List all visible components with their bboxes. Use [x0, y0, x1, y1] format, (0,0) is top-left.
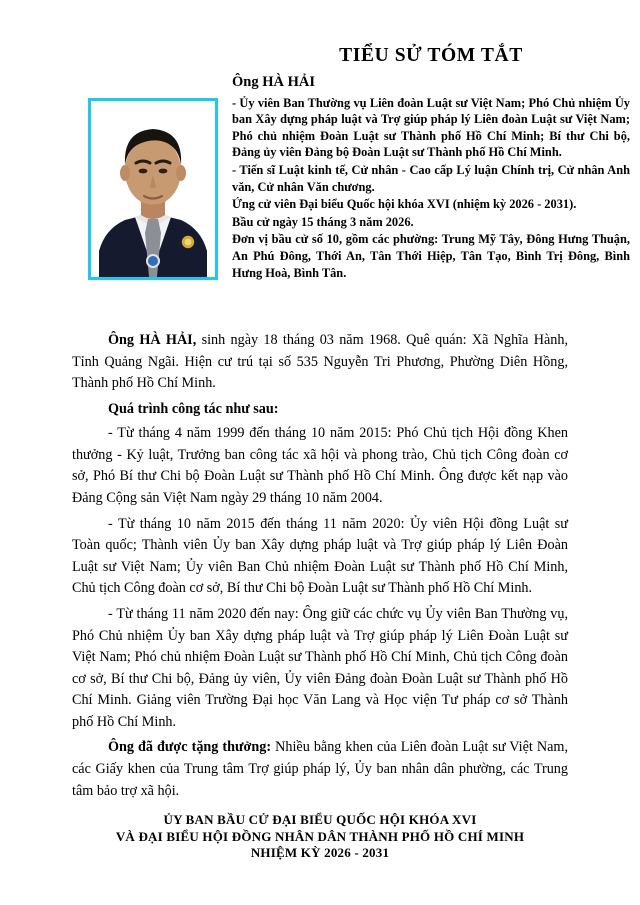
info-line-qualifications: - Tiến sĩ Luật kinh tế, Cử nhân - Cao cấp Lý luận Chính trị, Cử nhân Anh văn, Cử nhân Văn chương.	[232, 162, 630, 194]
portrait-photo	[91, 101, 215, 277]
header-info-column	[232, 44, 630, 281]
awards-text: Nhiều bằng khen của Liên đoàn Luật sư Việt Nam, các Giấy khen của Trung tâm Trợ giúp pháp lý, Ủy ban nhân dân phường, các Trung tâm bảo trợ xã hội.	[72, 739, 569, 799]
info-line-election-date: Bầu cử ngày 15 tháng 3 năm 2026.	[232, 214, 414, 229]
footer-line-2: VÀ ĐẠI BIỂU HỘI ĐỒNG NHÂN DÂN THÀNH PHỐ HỒ CHÍ MINH	[115, 828, 525, 844]
candidate-name-heading: Ông HÀ HẢI	[232, 74, 315, 91]
candidate-photo-frame	[88, 98, 218, 280]
info-line-candidacy: Ứng cử viên Đại biểu Quốc hội khóa XVI (nhiệm kỳ 2026 - 2031).	[232, 197, 577, 212]
personal-info-name: Ông HÀ HẢI,	[108, 332, 197, 348]
footer-line-1: ỦY BAN BẦU CỬ ĐẠI BIỂU QUỐC HỘI KHÓA XVI	[163, 812, 477, 827]
header-region	[0, 0, 640, 320]
career-item-2: - Từ tháng 10 năm 2015 đến tháng 11 năm 2020: Ủy viên Hội đồng Luật sư Toàn quốc; Thành viên Ủy ban Xây dựng pháp luật và Trợ giúp pháp lý Liên Đoàn Luật sư Việt Nam; Ủy viên Ban Chủ nhiệm Đoàn Luật sư Thành phố Hồ Chí Minh, Chủ tịch Công đoàn cơ sở, Bí thư Chi bộ Đoàn Luật sư Thành phố Hồ Chí Minh.	[72, 515, 568, 597]
body-region	[72, 330, 568, 806]
page-title: TIỂU SỬ TÓM TẮT	[339, 45, 523, 66]
info-line-positions: - Ủy viên Ban Thường vụ Liên đoàn Luật sư Việt Nam; Phó Chủ nhiệm Ủy ban Xây dựng pháp luật và Trợ giúp pháp lý Liên đoàn Luật sư Việt Nam; Phó chủ nhiệm Đoàn Luật sư Thành phố Hồ Chí Minh; Bí thư Chi bộ, Đảng ủy viên Đảng bộ Đoàn Luật sư Thành phố Hồ Chí Minh.	[232, 95, 630, 160]
career-section-heading: Quá trình công tác như sau:	[108, 400, 279, 417]
document-footer	[0, 812, 640, 862]
awards-label: Ông đã được tặng thưởng:	[108, 739, 272, 756]
paragraph-awards	[72, 737, 568, 802]
career-item-3: - Từ tháng 11 năm 2020 đến nay: Ông giữ các chức vụ Ủy viên Ban Thường vụ, Phó Chủ nhiệm Ủy ban Xây dựng pháp luật và Trợ giúp pháp lý Liên Đoàn Luật sư Việt Nam; Phó chủ nhiệm Đoàn Luật sư Thành phố Hồ Chí Minh, Chủ tịch Công đoàn cơ sở, Bí thư Chi bộ, Đảng ủy viên, Ủy viên Đảng đoàn Đoàn Luật sư Thành phố Hồ Chí Minh. Giảng viên Trường Đại học Văn Lang và Học viện Tư pháp cơ sở Thành phố Hồ Chí Minh.	[72, 605, 568, 730]
info-line-constituency: Đơn vị bầu cử số 10, gồm các phường: Trung Mỹ Tây, Đông Hưng Thuận, An Phú Đông, Thới An, Tân Thới Hiệp, Tân Tạo, Bình Trị Đông, Bình Hưng Hoà, Bình Tân.	[232, 232, 630, 280]
career-item-1: - Từ tháng 4 năm 1999 đến tháng 10 năm 2015: Phó Chủ tịch Hội đồng Khen thưởng - Kỷ luật, Trưởng ban công tác xã hội và phong trào, Chủ tịch Công đoàn cơ sở, Phó Bí thư Chi bộ Đoàn Luật sư Thành phố Hồ Chí Minh. Ông được kết nạp vào Đảng Cộng sản Việt Nam ngày 29 tháng 10 năm 2004.	[72, 425, 568, 507]
footer-line-3: NHIỆM KỲ 2026 - 2031	[250, 845, 390, 861]
personal-info-text: sinh ngày 18 tháng 03 năm 1968. Quê quán: Xã Nghĩa Hành, Tỉnh Quảng Ngãi. Hiện cư trú tại số 535 Nguyễn Tri Phương, Phường Diên Hồng, Thành phố Hồ Chí Minh.	[72, 332, 569, 392]
paragraph-personal-info	[72, 330, 568, 395]
